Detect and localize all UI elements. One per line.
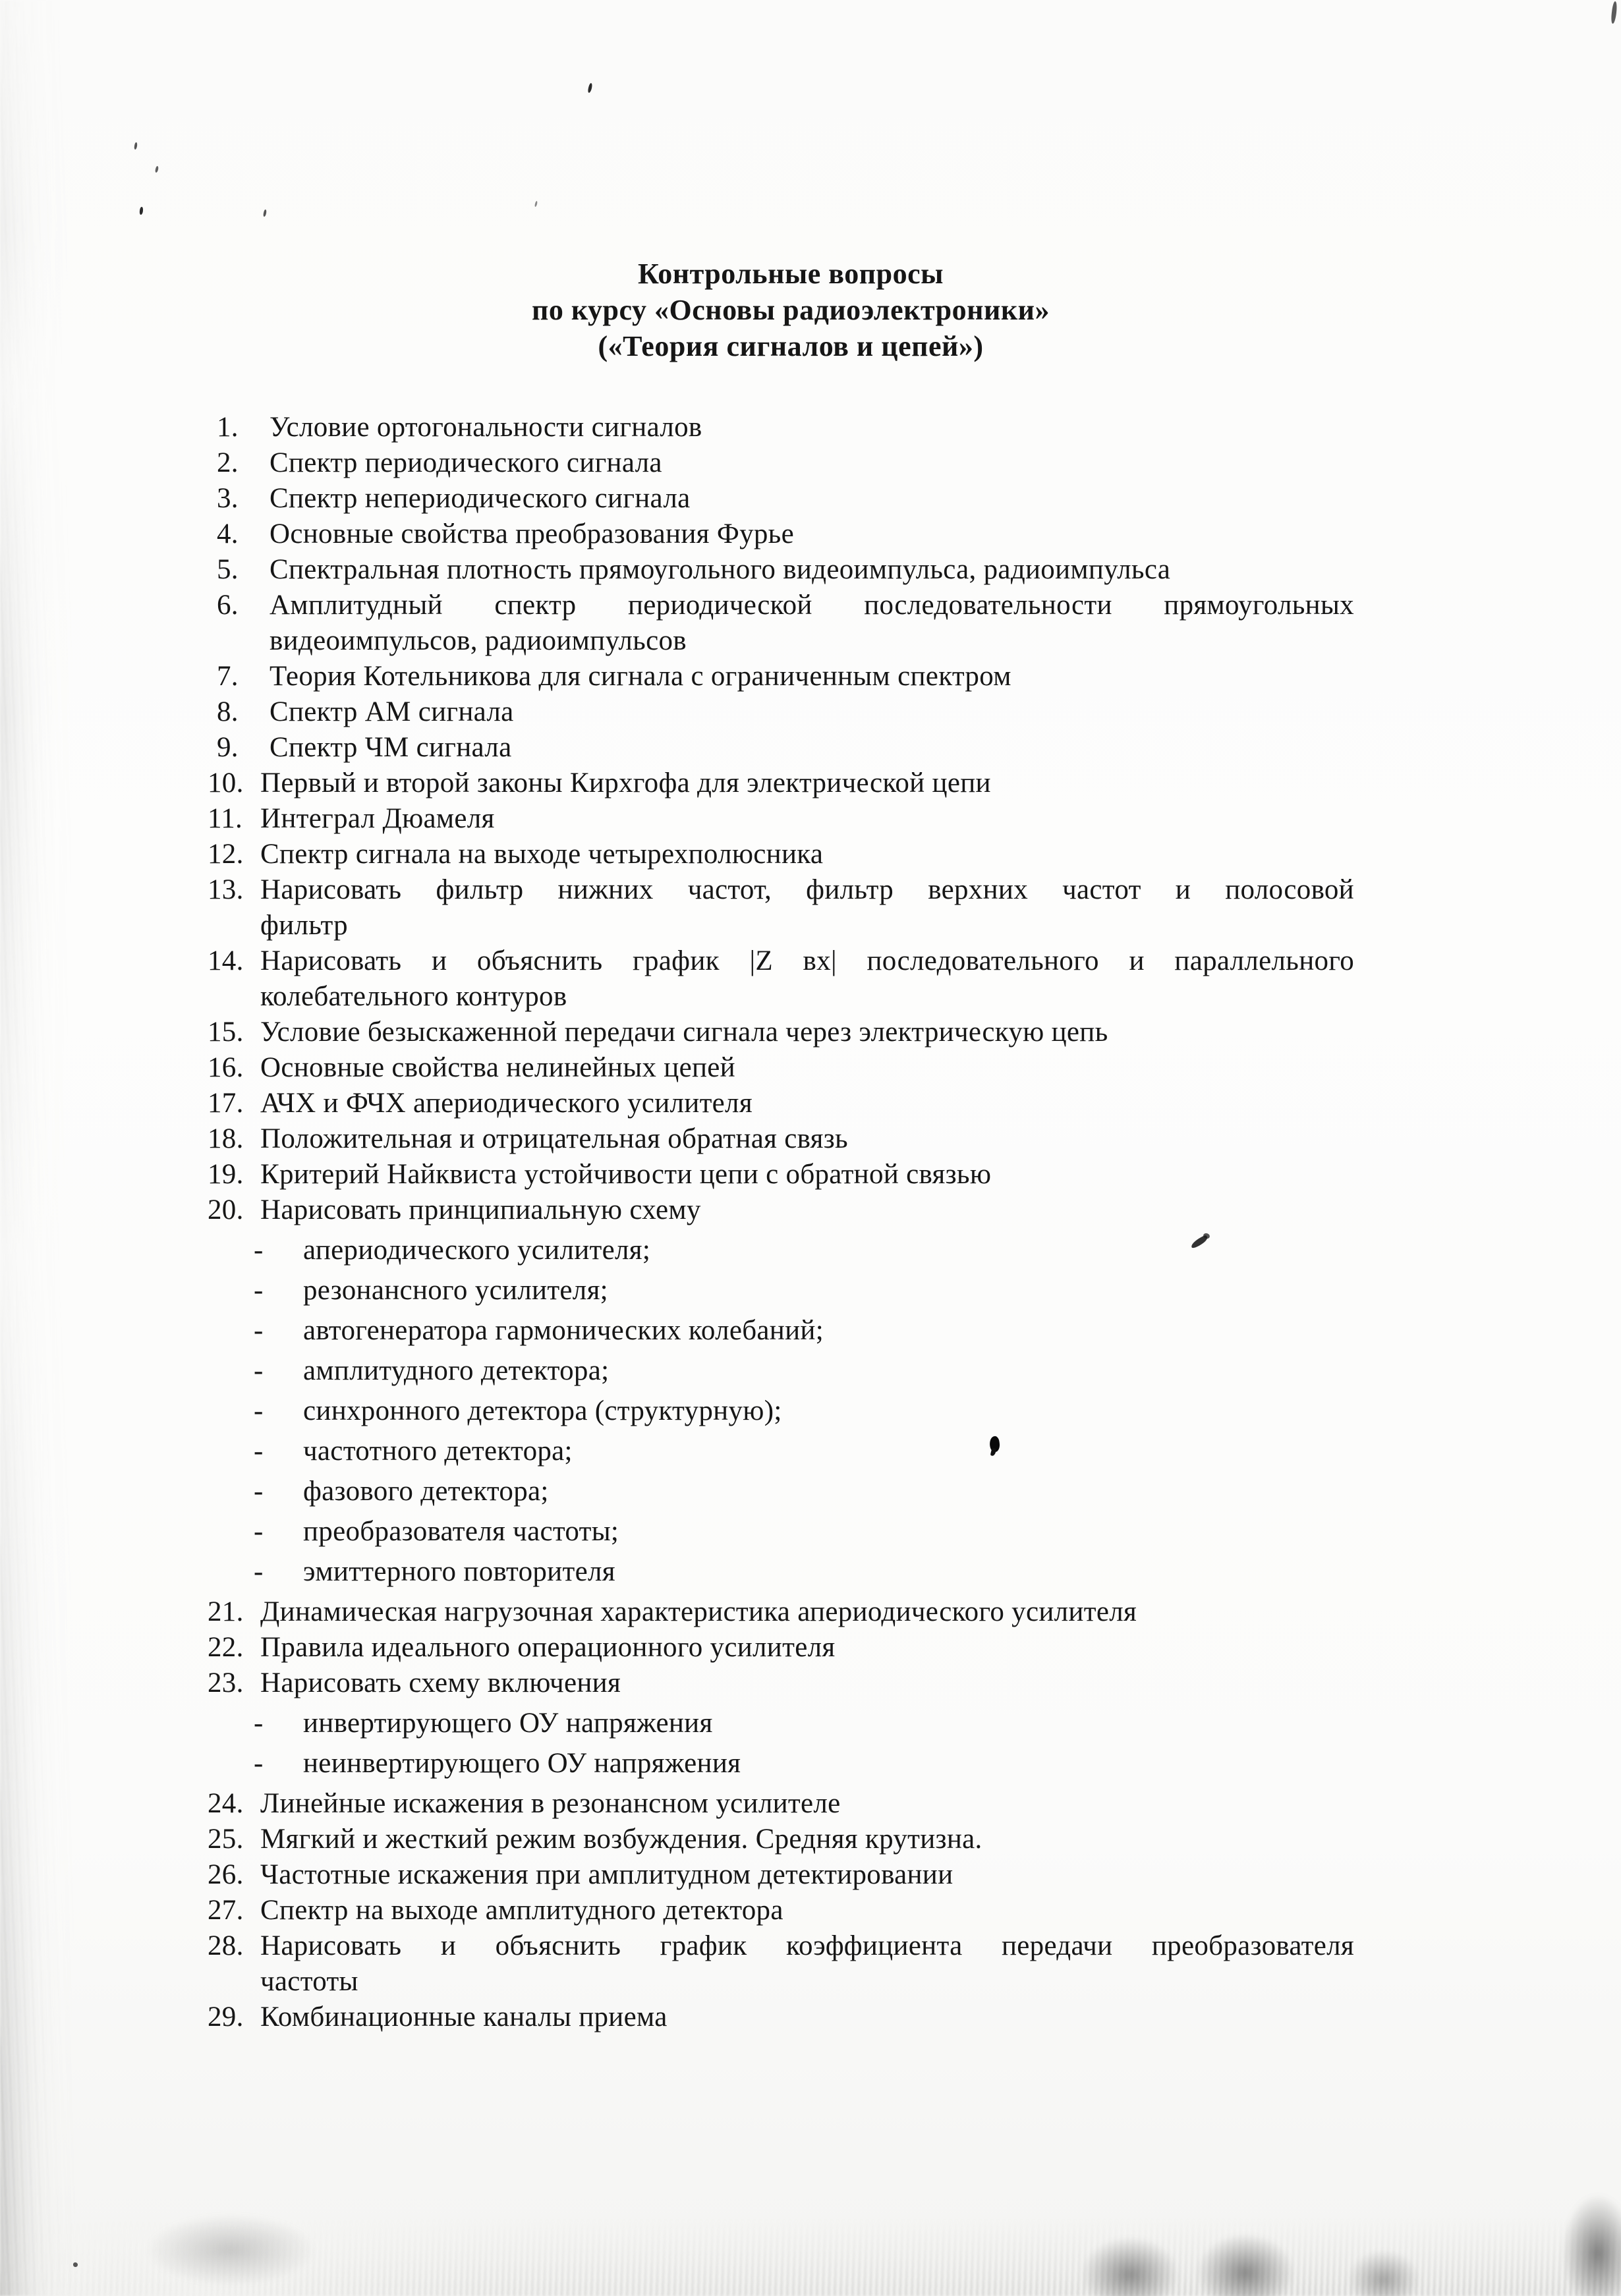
scan-speck: [73, 2262, 78, 2267]
item-text: Мягкий и жесткий режим возбуждения. Средняя крутизна.: [260, 1824, 982, 1855]
item-text: апериодического усилителя;: [303, 1235, 651, 1266]
item-number: 6.: [217, 590, 239, 621]
scan-speck: [139, 207, 144, 215]
scan-smudge: [145, 2214, 316, 2286]
sub-item: [208, 1393, 1354, 1429]
item-number: 15.: [208, 1017, 244, 1048]
item-text: Спектральная плотность прямоугольного видеоимпульса, радиоимпульса: [270, 554, 1171, 585]
list-item: [208, 1893, 1354, 1928]
item-text: Положительная и отрицательная обратная связь: [260, 1123, 848, 1154]
item-number: 8.: [217, 696, 239, 727]
list-item: [208, 1594, 1354, 1630]
item-number: 7.: [217, 661, 239, 692]
dash-marker: -: [254, 1395, 264, 1426]
item-number: 22.: [208, 1632, 244, 1663]
list-item: [208, 1086, 1354, 1121]
item-number: 18.: [208, 1123, 244, 1154]
dash-marker: -: [254, 1436, 264, 1467]
sub-item: [208, 1353, 1354, 1389]
list-item: [208, 1857, 1354, 1893]
item-text: Линейные искажения в резонансном усилителе: [260, 1788, 841, 1819]
list-item: [208, 837, 1354, 872]
list-item: [208, 1015, 1354, 1050]
list-item: [208, 1192, 1354, 1228]
sub-item: [208, 1706, 1354, 1741]
item-number: 25.: [208, 1824, 244, 1855]
list-item: [208, 445, 1354, 481]
item-text: амплитудного детектора;: [303, 1355, 610, 1386]
sub-item: [208, 1514, 1354, 1550]
list-item: [208, 1121, 1354, 1157]
scan-speck: [134, 142, 138, 150]
item-number: 11.: [208, 803, 243, 834]
item-text: Условие ортогональности сигналов: [270, 412, 702, 443]
item-text: Первый и второй законы Кирхгофа для электрической цепи: [260, 768, 991, 798]
scan-smudge: [1348, 2250, 1420, 2296]
list-item: [208, 730, 1354, 766]
list-item: [208, 517, 1354, 552]
title-line-2: по курсу «Основы радиоэлектроники»: [531, 294, 1050, 326]
list-item: [208, 943, 1354, 1015]
item-text: Интеграл Дюамеля: [260, 803, 495, 834]
item-number: 4.: [217, 518, 239, 549]
item-text: Амплитудный спектр периодической последовательности прямоугольных видеоимпульсов, радиоимпульсов: [270, 590, 1354, 656]
scan-speck: [263, 210, 267, 217]
item-text: преобразователя частоты;: [303, 1516, 619, 1547]
item-text: Динамическая нагрузочная характеристика апериодического усилителя: [260, 1596, 1137, 1627]
item-number: 24.: [208, 1788, 244, 1819]
list-item: [208, 1822, 1354, 1857]
item-number: 26.: [208, 1859, 244, 1890]
scan-smudge: [1081, 2237, 1180, 2296]
list-item: [208, 1666, 1354, 1701]
item-text: синхронного детектора (структурную);: [303, 1395, 782, 1426]
item-number: 14.: [208, 945, 244, 976]
document-title: [0, 256, 1581, 364]
scan-smudge: [1196, 2233, 1295, 2296]
dash-marker: -: [254, 1235, 264, 1266]
list-item: [208, 1928, 1354, 2000]
sub-item: [208, 1434, 1354, 1469]
item-text: Спектр периодического сигнала: [270, 447, 662, 478]
item-number: 21.: [208, 1596, 244, 1627]
dash-marker: -: [254, 1476, 264, 1507]
item-number: 19.: [208, 1159, 244, 1190]
item-number: 16.: [208, 1052, 244, 1083]
item-text: Условие безыскаженной передачи сигнала через электрическую цепь: [260, 1017, 1108, 1048]
item-number: 10.: [208, 768, 244, 798]
list-item: [208, 410, 1354, 445]
item-text: Критерий Найквиста устойчивости цепи с обратной связью: [260, 1159, 992, 1190]
item-number: 17.: [208, 1088, 244, 1119]
list-item: [208, 1050, 1354, 1086]
scan-edge-bottom-noise: [0, 2210, 1621, 2296]
dash-marker: -: [254, 1556, 264, 1587]
item-number: 3.: [217, 483, 239, 514]
item-number: 1.: [217, 412, 239, 443]
item-text: Основные свойства нелинейных цепей: [260, 1052, 735, 1083]
scan-speck: [534, 201, 538, 207]
item-text: Основные свойства преобразования Фурье: [270, 518, 794, 549]
item-number: 29.: [208, 2002, 244, 2032]
list-item: [208, 872, 1354, 943]
list-item: [208, 659, 1354, 694]
item-text: Нарисовать фильтр нижних частот, фильтр верхних частот и полосовой фильтр: [260, 874, 1354, 941]
dash-marker: -: [254, 1748, 264, 1779]
item-number: 2.: [217, 447, 239, 478]
item-text: инвертирующего ОУ напряжения: [303, 1708, 713, 1739]
item-text: Спектр непериодического сигнала: [270, 483, 691, 514]
dash-marker: -: [254, 1355, 264, 1386]
sub-item: [208, 1273, 1354, 1308]
question-list: [208, 410, 1354, 2035]
item-text: Спектр сигнала на выходе четырехполюсника: [260, 839, 824, 870]
item-text: АЧХ и ФЧХ апериодического усилителя: [260, 1088, 753, 1119]
item-text: Теория Котельникова для сигнала с ограниченным спектром: [270, 661, 1011, 692]
scan-speck: [1610, 1, 1618, 24]
title-line-1: Контрольные вопросы: [638, 258, 944, 290]
item-text: резонансного усилителя;: [303, 1275, 608, 1306]
item-number: 20.: [208, 1194, 244, 1225]
item-text: Нарисовать принципиальную схему: [260, 1194, 701, 1225]
list-item: [208, 481, 1354, 517]
item-text: Нарисовать и объяснить график |Z вх| последовательного и параллельного колебательного контуров: [260, 945, 1354, 1012]
item-text: Комбинационные каналы приема: [260, 2002, 668, 2032]
list-item: [208, 1157, 1354, 1192]
scan-speck: [155, 166, 159, 173]
item-text: неинвертирующего ОУ напряжения: [303, 1748, 741, 1779]
item-number: 5.: [217, 554, 239, 585]
item-number: 9.: [217, 732, 239, 763]
title-line-3: («Теория сигналов и цепей»): [598, 330, 984, 362]
item-number: 28.: [208, 1930, 244, 1961]
item-number: 27.: [208, 1895, 244, 1926]
dash-marker: -: [254, 1516, 264, 1547]
item-text: Правила идеального операционного усилителя: [260, 1632, 836, 1663]
item-number: 12.: [208, 839, 244, 870]
list-item: [208, 2000, 1354, 2035]
item-text: Нарисовать и объяснить график коэффициента передачи преобразователя частоты: [260, 1930, 1354, 1997]
item-text: фазового детектора;: [303, 1476, 549, 1507]
list-item: [208, 766, 1354, 801]
item-number: 23.: [208, 1667, 244, 1698]
list-item: [208, 1630, 1354, 1666]
list-item: [208, 588, 1354, 659]
list-item: [208, 1786, 1354, 1822]
sub-item: [208, 1474, 1354, 1509]
sub-item: [208, 1233, 1354, 1268]
list-item: [208, 694, 1354, 730]
sub-item: [208, 1746, 1354, 1781]
item-text: эмиттерного повторителя: [303, 1556, 615, 1587]
item-text: Спектр ЧМ сигнала: [270, 732, 512, 763]
item-text: автогенератора гармонических колебаний;: [303, 1315, 824, 1346]
list-item: [208, 801, 1354, 837]
dash-marker: -: [254, 1315, 264, 1346]
sub-item: [208, 1554, 1354, 1590]
dash-marker: -: [254, 1275, 264, 1306]
scan-speck: [587, 83, 592, 94]
list-item: [208, 552, 1354, 588]
dash-marker: -: [254, 1708, 264, 1739]
item-text: Частотные искажения при амплитудном детектировании: [260, 1859, 953, 1890]
item-text: Нарисовать схему включения: [260, 1667, 621, 1698]
item-text: Спектр на выходе амплитудного детектора: [260, 1895, 783, 1926]
item-text: частотного детектора;: [303, 1436, 573, 1467]
scan-smudge: [1562, 2194, 1621, 2296]
item-text: Спектр АМ сигнала: [270, 696, 514, 727]
sub-item: [208, 1313, 1354, 1349]
item-number: 13.: [208, 874, 244, 905]
